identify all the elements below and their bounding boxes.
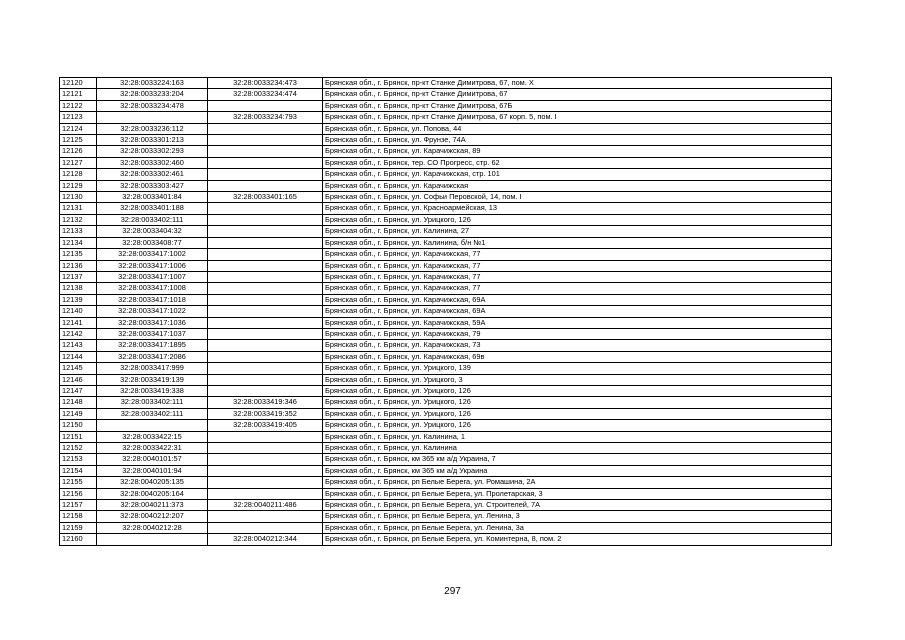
table-row	[60, 534, 832, 545]
cadastral-number-cell: 32:28:0033408:77	[97, 237, 208, 248]
related-cadastral-number-cell	[208, 374, 323, 385]
row-index-cell: 12152	[60, 443, 97, 454]
related-cadastral-number-cell	[208, 237, 323, 248]
row-index-cell: 12158	[60, 511, 97, 522]
row-index-cell: 12138	[60, 283, 97, 294]
row-index-cell: 12124	[60, 123, 97, 134]
row-index-cell: 12150	[60, 420, 97, 431]
table-row	[60, 260, 832, 271]
table-row	[60, 123, 832, 134]
cadastral-number-cell: 32:28:0040205:135	[97, 477, 208, 488]
cadastral-number-cell: 32:28:0033417:1007	[97, 271, 208, 282]
cadastral-number-cell: 32:28:0033224:163	[97, 78, 208, 89]
row-index-cell: 12140	[60, 306, 97, 317]
table-row	[60, 306, 832, 317]
related-cadastral-number-cell	[208, 260, 323, 271]
related-cadastral-number-cell	[208, 431, 323, 442]
related-cadastral-number-cell: 32:28:0040212:344	[208, 534, 323, 545]
address-cell: Брянская обл., г. Брянск, ул. Карачижская, 77	[323, 260, 832, 271]
cadastral-number-cell: 32:28:0033419:338	[97, 385, 208, 396]
related-cadastral-number-cell	[208, 135, 323, 146]
related-cadastral-number-cell	[208, 226, 323, 237]
related-cadastral-number-cell	[208, 488, 323, 499]
table-row	[60, 271, 832, 282]
cadastral-table	[59, 77, 832, 546]
row-index-cell: 12145	[60, 363, 97, 374]
table-row	[60, 317, 832, 328]
related-cadastral-number-cell	[208, 157, 323, 168]
address-cell: Брянская обл., г. Брянск, ул. Карачижская, 59А	[323, 317, 832, 328]
address-cell: Брянская обл., г. Брянск, ул. Урицкого, 126	[323, 385, 832, 396]
table-row	[60, 477, 832, 488]
cadastral-number-cell: 32:28:0033417:1022	[97, 306, 208, 317]
cadastral-number-cell: 32:28:0033422:31	[97, 443, 208, 454]
address-cell: Брянская обл., г. Брянск, ул. Урицкого, 3	[323, 374, 832, 385]
related-cadastral-number-cell	[208, 180, 323, 191]
related-cadastral-number-cell	[208, 443, 323, 454]
row-index-cell: 12160	[60, 534, 97, 545]
cadastral-number-cell: 32:28:0033417:1018	[97, 294, 208, 305]
table-row	[60, 214, 832, 225]
cadastral-number-cell: 32:28:0033302:461	[97, 169, 208, 180]
address-cell: Брянская обл., г. Брянск, ул. Карачижская, 77	[323, 271, 832, 282]
address-cell: Брянская обл., г. Брянск, пр-кт Станке Димитрова, 67Б	[323, 100, 832, 111]
related-cadastral-number-cell	[208, 169, 323, 180]
cadastral-number-cell: 32:28:0033302:460	[97, 157, 208, 168]
table-row	[60, 249, 832, 260]
cadastral-number-cell: 32:28:0033303:427	[97, 180, 208, 191]
cadastral-number-cell: 32:28:0033422:15	[97, 431, 208, 442]
address-cell: Брянская обл., г. Брянск, ул. Карачижская, стр. 101	[323, 169, 832, 180]
row-index-cell: 12144	[60, 351, 97, 362]
related-cadastral-number-cell	[208, 100, 323, 111]
related-cadastral-number-cell: 32:28:0033234:793	[208, 112, 323, 123]
cadastral-number-cell: 32:28:0033301:213	[97, 135, 208, 146]
row-index-cell: 12122	[60, 100, 97, 111]
row-index-cell: 12132	[60, 214, 97, 225]
table-row	[60, 408, 832, 419]
table-row	[60, 135, 832, 146]
address-cell: Брянская обл., г. Брянск, ул. Калинина, б/н №1	[323, 237, 832, 248]
table-row	[60, 420, 832, 431]
table-row	[60, 363, 832, 374]
related-cadastral-number-cell	[208, 317, 323, 328]
row-index-cell: 12131	[60, 203, 97, 214]
related-cadastral-number-cell: 32:28:0033234:474	[208, 89, 323, 100]
cadastral-number-cell	[97, 112, 208, 123]
table-row	[60, 500, 832, 511]
row-index-cell: 12127	[60, 157, 97, 168]
cadastral-number-cell: 32:28:0033417:2086	[97, 351, 208, 362]
cadastral-number-cell	[97, 420, 208, 431]
table-row	[60, 180, 832, 191]
address-cell: Брянская обл., г. Брянск, пр-кт Станке Димитрова, 67, пом. X	[323, 78, 832, 89]
row-index-cell: 12135	[60, 249, 97, 260]
cadastral-number-cell: 32:28:0033417:1008	[97, 283, 208, 294]
cadastral-number-cell: 32:28:0033236:112	[97, 123, 208, 134]
address-cell: Брянская обл., г. Брянск, ул. Урицкого, 126	[323, 408, 832, 419]
table-row	[60, 328, 832, 339]
row-index-cell: 12136	[60, 260, 97, 271]
table-row	[60, 431, 832, 442]
related-cadastral-number-cell	[208, 522, 323, 533]
cadastral-number-cell: 32:28:0033402:111	[97, 397, 208, 408]
related-cadastral-number-cell	[208, 203, 323, 214]
address-cell: Брянская обл., г. Брянск, пр-кт Станке Димитрова, 67	[323, 89, 832, 100]
row-index-cell: 12123	[60, 112, 97, 123]
address-cell: Брянская обл., г. Брянск, рп Белые Берега, ул. Коминтерна, 8, пом. 2	[323, 534, 832, 545]
related-cadastral-number-cell: 32:28:0033419:346	[208, 397, 323, 408]
address-cell: Брянская обл., г. Брянск, ул. Калинина, 27	[323, 226, 832, 237]
cadastral-number-cell: 32:28:0033401:84	[97, 192, 208, 203]
row-index-cell: 12143	[60, 340, 97, 351]
row-index-cell: 12126	[60, 146, 97, 157]
related-cadastral-number-cell: 32:28:0033234:473	[208, 78, 323, 89]
address-cell: Брянская обл., г. Брянск, ул. Карачижская, 69в	[323, 351, 832, 362]
row-index-cell: 12149	[60, 408, 97, 419]
related-cadastral-number-cell	[208, 511, 323, 522]
row-index-cell: 12154	[60, 465, 97, 476]
table-body	[60, 78, 832, 546]
row-index-cell: 12130	[60, 192, 97, 203]
table-row	[60, 146, 832, 157]
address-cell: Брянская обл., г. Брянск, рп Белые Берега, ул. Ромашина, 2А	[323, 477, 832, 488]
table-row	[60, 511, 832, 522]
page-number: 297	[444, 586, 461, 597]
row-index-cell: 12128	[60, 169, 97, 180]
address-cell: Брянская обл., г. Брянск, ул. Карачижская, 77	[323, 249, 832, 260]
table-row	[60, 157, 832, 168]
row-index-cell: 12125	[60, 135, 97, 146]
address-cell: Брянская обл., г. Брянск, ул. Карачижская, 69А	[323, 294, 832, 305]
address-cell: Брянская обл., г. Брянск, ул. Урицкого, 126	[323, 214, 832, 225]
table-row	[60, 169, 832, 180]
related-cadastral-number-cell	[208, 351, 323, 362]
cadastral-number-cell: 32:28:0033417:1036	[97, 317, 208, 328]
related-cadastral-number-cell	[208, 271, 323, 282]
table-row	[60, 78, 832, 89]
cadastral-number-cell: 32:28:0040205:164	[97, 488, 208, 499]
cadastral-number-cell: 32:28:0033417:1002	[97, 249, 208, 260]
cadastral-number-cell: 32:28:0033417:1006	[97, 260, 208, 271]
cadastral-number-cell: 32:28:0040212:28	[97, 522, 208, 533]
row-index-cell: 12142	[60, 328, 97, 339]
related-cadastral-number-cell	[208, 340, 323, 351]
table-row	[60, 374, 832, 385]
table-row	[60, 522, 832, 533]
address-cell: Брянская обл., г. Брянск, км 365 км а/д Украина, 7	[323, 454, 832, 465]
table-row	[60, 488, 832, 499]
related-cadastral-number-cell	[208, 328, 323, 339]
related-cadastral-number-cell	[208, 306, 323, 317]
address-cell: Брянская обл., г. Брянск, ул. Фрунзе, 74А	[323, 135, 832, 146]
related-cadastral-number-cell	[208, 294, 323, 305]
address-cell: Брянская обл., г. Брянск, рп Белые Берега, ул. Строителей, 7А	[323, 500, 832, 511]
row-index-cell: 12156	[60, 488, 97, 499]
table-row	[60, 100, 832, 111]
related-cadastral-number-cell: 32:28:0033401:165	[208, 192, 323, 203]
cadastral-number-cell: 32:28:0040211:373	[97, 500, 208, 511]
cadastral-number-cell: 32:28:0040212:207	[97, 511, 208, 522]
table-row	[60, 89, 832, 100]
address-cell: Брянская обл., г. Брянск, ул. Карачижская, 77	[323, 283, 832, 294]
row-index-cell: 12121	[60, 89, 97, 100]
row-index-cell: 12137	[60, 271, 97, 282]
related-cadastral-number-cell: 32:28:0033419:405	[208, 420, 323, 431]
table-row	[60, 454, 832, 465]
address-cell: Брянская обл., г. Брянск, ул. Красноармейская, 13	[323, 203, 832, 214]
address-cell: Брянская обл., г. Брянск, ул. Попова, 44	[323, 123, 832, 134]
address-cell: Брянская обл., г. Брянск, ул. Карачижская, 73	[323, 340, 832, 351]
table-row	[60, 397, 832, 408]
row-index-cell: 12155	[60, 477, 97, 488]
cadastral-number-cell: 32:28:0033417:1895	[97, 340, 208, 351]
row-index-cell: 12134	[60, 237, 97, 248]
table-row	[60, 351, 832, 362]
row-index-cell: 12133	[60, 226, 97, 237]
related-cadastral-number-cell	[208, 214, 323, 225]
address-cell: Брянская обл., г. Брянск, ул. Урицкого, 126	[323, 397, 832, 408]
row-index-cell: 12148	[60, 397, 97, 408]
related-cadastral-number-cell: 32:28:0040211:486	[208, 500, 323, 511]
cadastral-number-cell: 32:28:0033402:111	[97, 408, 208, 419]
table-row	[60, 385, 832, 396]
address-cell: Брянская обл., г. Брянск, ул. Карачижская, 89	[323, 146, 832, 157]
address-cell: Брянская обл., г. Брянск, рп Белые Берега, ул. Ленина, 3а	[323, 522, 832, 533]
table-row	[60, 226, 832, 237]
cadastral-number-cell: 32:28:0033404:32	[97, 226, 208, 237]
table-row	[60, 340, 832, 351]
address-cell: Брянская обл., г. Брянск, км 365 км а/д Украина	[323, 465, 832, 476]
cadastral-number-cell: 32:28:0033419:139	[97, 374, 208, 385]
address-cell: Брянская обл., г. Брянск, рп Белые Берега, ул. Ленина, 3	[323, 511, 832, 522]
related-cadastral-number-cell: 32:28:0033419:352	[208, 408, 323, 419]
table-row	[60, 237, 832, 248]
related-cadastral-number-cell	[208, 454, 323, 465]
cadastral-number-cell: 32:28:0033417:1037	[97, 328, 208, 339]
row-index-cell: 12159	[60, 522, 97, 533]
related-cadastral-number-cell	[208, 249, 323, 260]
row-index-cell: 12157	[60, 500, 97, 511]
table-row	[60, 283, 832, 294]
related-cadastral-number-cell	[208, 146, 323, 157]
related-cadastral-number-cell	[208, 283, 323, 294]
related-cadastral-number-cell	[208, 363, 323, 374]
address-cell: Брянская обл., г. Брянск, пр-кт Станке Димитрова, 67 корп. 5, пом. I	[323, 112, 832, 123]
table-row	[60, 192, 832, 203]
cadastral-number-cell	[97, 534, 208, 545]
row-index-cell: 12151	[60, 431, 97, 442]
cadastral-number-cell: 32:28:0033417:999	[97, 363, 208, 374]
cadastral-number-cell: 32:28:0033401:188	[97, 203, 208, 214]
row-index-cell: 12147	[60, 385, 97, 396]
row-index-cell: 12153	[60, 454, 97, 465]
address-cell: Брянская обл., г. Брянск, рп Белые Берега, ул. Пролетарская, 3	[323, 488, 832, 499]
related-cadastral-number-cell	[208, 385, 323, 396]
address-cell: Брянская обл., г. Брянск, тер. СО Прогресс, стр. 62	[323, 157, 832, 168]
table-row	[60, 112, 832, 123]
cadastral-number-cell: 32:28:0033402:111	[97, 214, 208, 225]
cadastral-number-cell: 32:28:0033233:204	[97, 89, 208, 100]
row-index-cell: 12120	[60, 78, 97, 89]
address-cell: Брянская обл., г. Брянск, ул. Карачижская, 79	[323, 328, 832, 339]
related-cadastral-number-cell	[208, 477, 323, 488]
related-cadastral-number-cell	[208, 123, 323, 134]
cadastral-number-cell: 32:28:0033234:478	[97, 100, 208, 111]
table-row	[60, 465, 832, 476]
row-index-cell: 12146	[60, 374, 97, 385]
address-cell: Брянская обл., г. Брянск, ул. Карачижская	[323, 180, 832, 191]
address-cell: Брянская обл., г. Брянск, ул. Урицкого, 126	[323, 420, 832, 431]
cadastral-number-cell: 32:28:0040101:57	[97, 454, 208, 465]
address-cell: Брянская обл., г. Брянск, ул. Софьи Перовской, 14, пом. I	[323, 192, 832, 203]
table-row	[60, 294, 832, 305]
table-row	[60, 443, 832, 454]
address-cell: Брянская обл., г. Брянск, ул. Калинина	[323, 443, 832, 454]
address-cell: Брянская обл., г. Брянск, ул. Урицкого, 139	[323, 363, 832, 374]
cadastral-number-cell: 32:28:0040101:94	[97, 465, 208, 476]
related-cadastral-number-cell	[208, 465, 323, 476]
address-cell: Брянская обл., г. Брянск, ул. Калинина, 1	[323, 431, 832, 442]
row-index-cell: 12141	[60, 317, 97, 328]
cadastral-number-cell: 32:28:0033302:293	[97, 146, 208, 157]
address-cell: Брянская обл., г. Брянск, ул. Карачижская, 69А	[323, 306, 832, 317]
row-index-cell: 12129	[60, 180, 97, 191]
table-row	[60, 203, 832, 214]
row-index-cell: 12139	[60, 294, 97, 305]
